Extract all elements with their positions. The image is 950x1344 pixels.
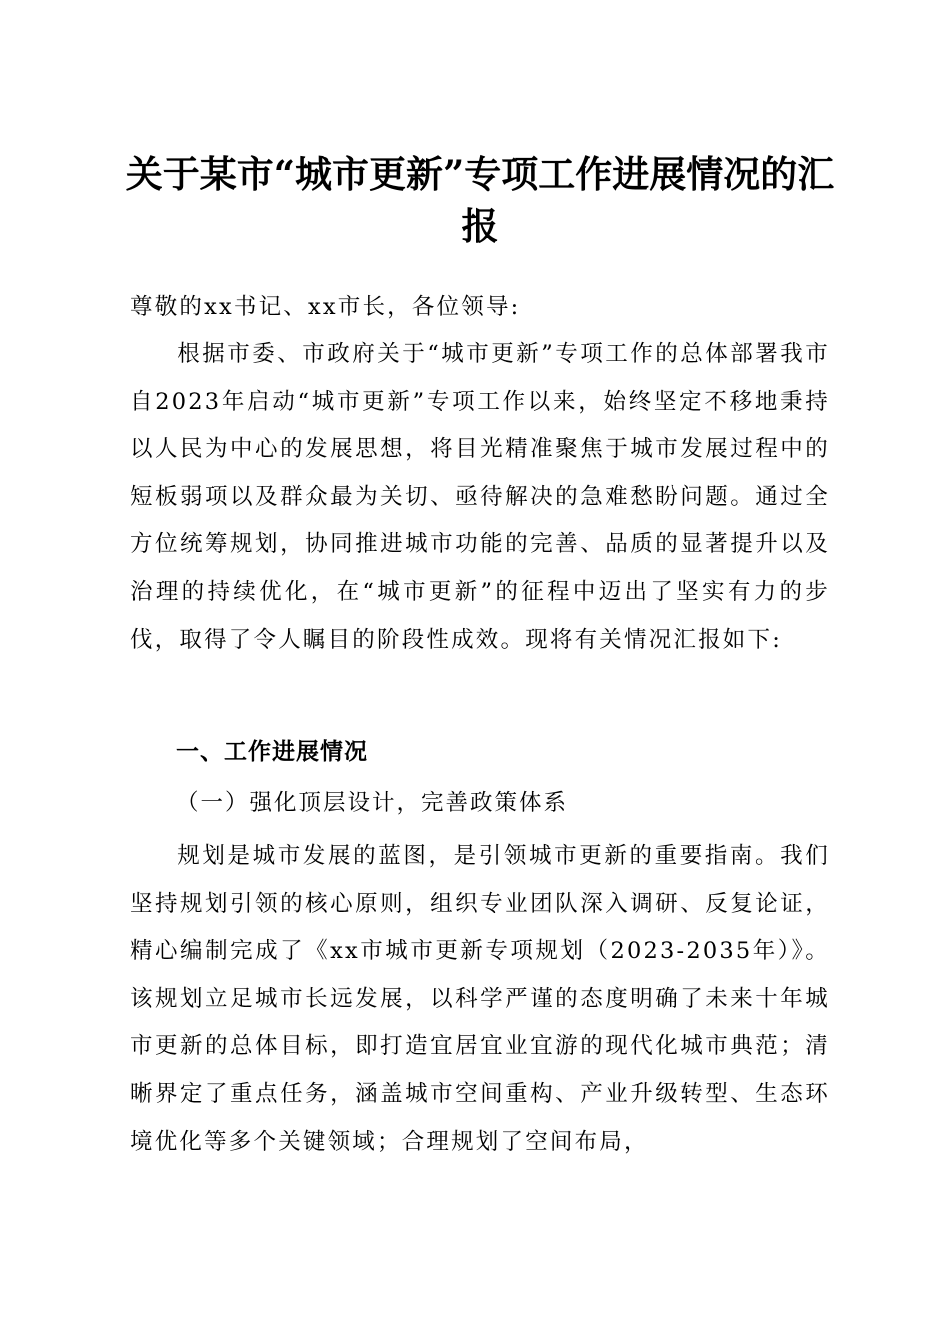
body-paragraph: 规划是城市发展的蓝图，是引领城市更新的重要指南。我们坚持规划引领的核心原则，组织专业团队深入调研、反复论证，精心编制完成了《xx市城市更新专项规划（2023-2035年）》。该规划立足城市长远发展，以科学严谨的态度明确了未来十年城市更新的总体目标，即打造宜居宜业宜游的现代化城市典范；清晰界定了重点任务，涵盖城市空间重构、产业升级转型、生态环境优化等多个关键领域；合理规划了空间布局， <box>130 843 830 1155</box>
salutation: 尊敬的xx书记、xx市长，各位领导: <box>130 294 521 320</box>
section-heading: 一、工作进展情况 <box>176 739 368 765</box>
document-title: 关于某市“城市更新”专项工作进展情况的汇报 <box>125 152 835 248</box>
intro-paragraph: 根据市委、市政府关于“城市更新”专项工作的总体部署我市自2023年启动“城市更新”专项工作以来，始终坚定不移地秉持以人民为中心的发展思想，将目光精准聚焦于城市发展过程中的短板弱项以及群众最为关切、亟待解决的急难愁盼问题。通过全方位统筹规划，协同推进城市功能的完善、品质的显著提升以及治理的持续优化，在“城市更新”的征程中迈出了坚实有力的步伐，取得了令人瞩目的阶段性成效。现将有关情况汇报如下: <box>130 341 830 653</box>
subsection-heading: （一）强化顶层设计，完善政策体系 <box>176 790 569 816</box>
